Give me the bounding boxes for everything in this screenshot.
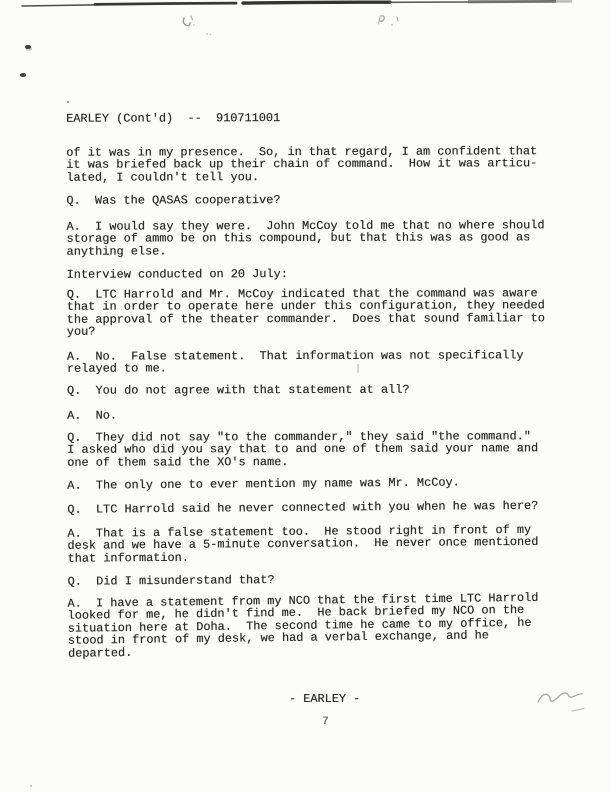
transcript-question: Q. Did I misunderstand that? [67,573,275,589]
transcript-question: Q. You do not agree with that statement at all? [66,382,410,398]
transcript-paragraph: of it was in my presence. So, in that regard, I am confident that it was briefed back up their chain of command. How it was articu- lated, I couldn't tell you. [66,144,538,185]
page-number: 7 [322,715,329,728]
transcript-answer: A. The only one to ever mention my name was Mr. McCoy. [67,475,460,493]
transcript-question: Q. They did not say "to the commander," they said "the command." I asked who did you say that to and one of them said your name and one of them said the XO's name. [67,429,539,470]
transcript-answer: A. I have a statement from my NCO that the first time LTC Harrold looked for me, he didn't find me. He back briefed my NCO on the situation here at Doha. The second time he came to my office, he stood in front of my desk, we had a verbal exchange, and he departed. [67,590,539,661]
transcript-answer: A. That is a false statement too. He stood right in front of my desk and we have a 5-minute conversation. He never once mentioned that information. [67,522,539,566]
transcript-answer: A. No. [67,408,118,423]
transcript-question: Q. LTC Harrold said he never connected with you when he was here? [67,498,539,517]
transcript-note: Interview conducted on 20 July: [66,267,288,282]
transcript-question: Q. Was the QASAS cooperative? [66,193,281,208]
transcript-answer: A. No. False statement. That information was not specifically relayed to me. [66,348,524,377]
transcript-answer: A. I would say they were. John McCoy told me that no where should storage of ammo be on this compound, but that this was as good as anything else. [66,218,545,259]
transcript-question: Q. LTC Harrold and Mr. McCoy indicated that the command was aware that in order to operate here under this configuration, they needed the approval of the theater commander. Does that sound familiar to you? [66,286,545,340]
page-header: EARLEY (Cont'd) -- 910711001 [66,111,281,126]
page-footer: - EARLEY - [288,691,361,707]
